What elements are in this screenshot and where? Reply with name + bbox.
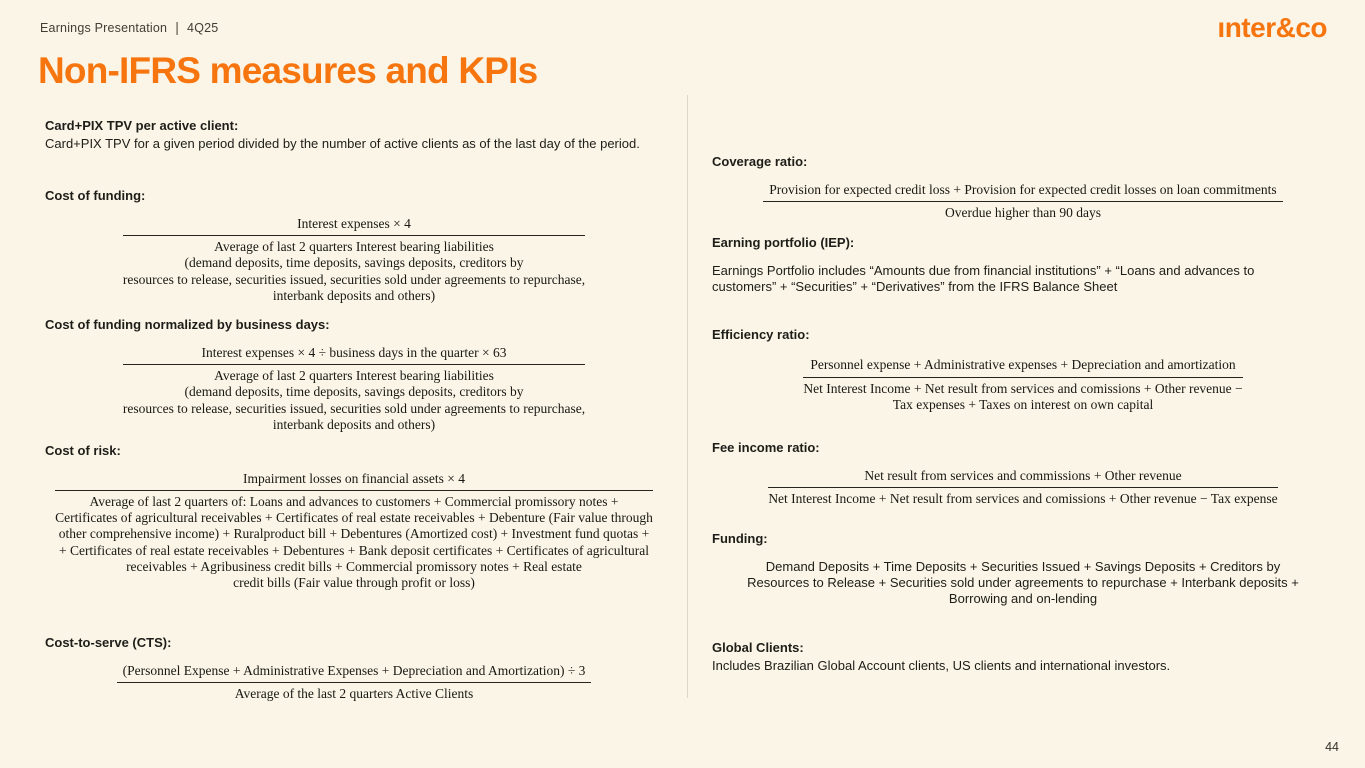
- formula-denominator: [768, 488, 1277, 507]
- section-coverage-ratio: [712, 154, 1334, 221]
- formula-numerator: (Personnel Expense + Administrative Expenses + Depreciation and Amortization) ÷ 3: [117, 663, 592, 683]
- formula-denominator-line: Average of last 2 quarters Interest bearing liabilities: [214, 368, 494, 384]
- formula-fee-income-ratio: [768, 468, 1277, 507]
- section-efficiency-ratio: [712, 327, 1334, 413]
- formula-coverage-ratio: [763, 182, 1282, 221]
- funding-line: Demand Deposits + Time Deposits + Securities Issued + Savings Deposits + Creditors by: [765, 559, 1281, 575]
- section-heading: Fee income ratio:: [712, 439, 820, 455]
- brand-logo: ınter&co: [1217, 12, 1327, 43]
- formula-denominator: [117, 683, 592, 702]
- formula-denominator: [123, 236, 585, 304]
- formula-denominator-line: Net Interest Income + Net result from services and comissions + Other revenue −: [803, 380, 1243, 396]
- formula-denominator-line: Average of the last 2 quarters Active Clients: [234, 686, 474, 702]
- section-heading: Efficiency ratio:: [712, 327, 810, 343]
- section-body: Earnings Portfolio includes “Amounts due from financial institutions” + “Loans and advances to customers” + “Securities” + “Derivatives” from the IFRS Balance Sheet: [712, 263, 1255, 295]
- section-cost-of-funding: [45, 188, 663, 304]
- section-global-clients: [712, 640, 1334, 674]
- formula-numerator: Net result from services and commissions + Other revenue: [768, 468, 1277, 488]
- formula-cost-of-funding: [123, 216, 585, 304]
- section-card-pix-tpv: [45, 118, 663, 152]
- section-heading: Cost-to-serve (CTS):: [45, 635, 172, 651]
- formula-numerator: Interest expenses × 4: [123, 216, 585, 236]
- formula-denominator-line: receivables + Agribusiness credit bills + Commercial promissory notes + Real estate: [126, 558, 582, 574]
- column-divider: [687, 95, 688, 698]
- formula-denominator-line: credit bills (Fair value through profit or loss): [233, 575, 475, 590]
- formula-efficiency-ratio: [803, 357, 1242, 413]
- formula-denominator-line: interbank deposits and others): [272, 416, 436, 432]
- section-funding: [712, 531, 1334, 607]
- funding-line: Borrowing and on-lending: [948, 591, 1098, 607]
- formula-denominator: [803, 378, 1242, 413]
- left-column: [45, 118, 663, 703]
- formula-numerator: Impairment losses on financial assets × 4: [55, 471, 653, 491]
- section-cost-of-funding-normalized: [45, 317, 663, 433]
- header-label: Earnings Presentation: [40, 21, 168, 35]
- section-body: Includes Brazilian Global Account clients, US clients and international investors.: [712, 658, 1171, 674]
- section-heading: Cost of funding:: [45, 188, 146, 203]
- section-heading: Card+PIX TPV per active client:: [45, 118, 239, 133]
- right-column: [712, 154, 1334, 674]
- section-earning-portfolio: [712, 235, 1334, 295]
- formula-cost-to-serve: [117, 663, 592, 702]
- section-heading: Global Clients:: [712, 640, 804, 656]
- formula-denominator-line: interbank deposits and others): [272, 287, 436, 303]
- formula-denominator-line: Tax expenses + Taxes on interest on own capital: [892, 396, 1154, 412]
- section-heading: Cost of risk:: [45, 442, 121, 458]
- section-fee-income-ratio: [712, 440, 1334, 507]
- header-period: 4Q25: [187, 21, 219, 35]
- formula-denominator-line: resources to release, securities issued, securities sold under agreements to repurchase,: [122, 400, 586, 416]
- formula-denominator: [123, 365, 585, 433]
- section-heading: Earning portfolio (IEP):: [712, 235, 855, 251]
- formula-cost-of-risk: [55, 471, 653, 591]
- formula-denominator-line: Certificates of agricultural receivables + Certificates of real estate receivables + Debenture (Fair value through: [55, 510, 653, 526]
- formula-denominator-line: Overdue higher than 90 days: [945, 205, 1101, 221]
- formula-denominator-line: resources to release, securities issued, securities sold under agreements to repurchase,: [122, 271, 586, 287]
- page-number: 44: [1325, 740, 1339, 754]
- formula-denominator: [55, 491, 653, 591]
- section-cost-of-risk: [45, 443, 663, 591]
- header-separator: |: [175, 19, 180, 35]
- formula-denominator-line: Average of last 2 quarters Interest bearing liabilities: [214, 239, 494, 255]
- formula-numerator: Provision for expected credit loss + Provision for expected credit losses on loan commitments: [763, 182, 1282, 202]
- section-heading: Cost of funding normalized by business days:: [45, 316, 330, 332]
- section-cost-to-serve: [45, 635, 663, 702]
- formula-denominator-line: other comprehensive income) + Ruralproduct bill + Debentures (Amortized cost) + Investment fund quotas +: [58, 526, 650, 542]
- section-body: [712, 559, 1334, 607]
- section-body: Card+PIX TPV for a given period divided by the number of active clients as of the last day of the period.: [45, 136, 640, 151]
- formula-numerator: Interest expenses × 4 ÷ business days in the quarter × 63: [123, 345, 585, 365]
- formula-denominator-line: Net Interest Income + Net result from services and comissions + Other revenue − Tax expense: [768, 491, 1278, 507]
- formula-denominator-line: (demand deposits, time deposits, savings deposits, creditors by: [184, 255, 524, 271]
- formula-denominator-line: (demand deposits, time deposits, savings deposits, creditors by: [184, 384, 524, 400]
- funding-line: Resources to Release + Securities sold under agreements to repurchase + Interbank deposits +: [747, 575, 1299, 591]
- formula-denominator-line: Average of last 2 quarters of: Loans and advances to customers + Commercial promissory notes +: [89, 494, 619, 510]
- formula-cost-of-funding-normalized: [123, 345, 585, 433]
- section-heading: Funding:: [712, 531, 768, 547]
- formula-denominator-line: + Certificates of real estate receivables + Debentures + Bank deposit certificates + Certificates of agricultural: [58, 542, 650, 558]
- slide-header: [40, 20, 218, 36]
- formula-numerator: Personnel expense + Administrative expenses + Depreciation and amortization: [803, 357, 1242, 377]
- section-heading: Coverage ratio:: [712, 154, 808, 169]
- formula-denominator: [763, 202, 1282, 221]
- page-title: Non-IFRS measures and KPIs: [38, 50, 538, 91]
